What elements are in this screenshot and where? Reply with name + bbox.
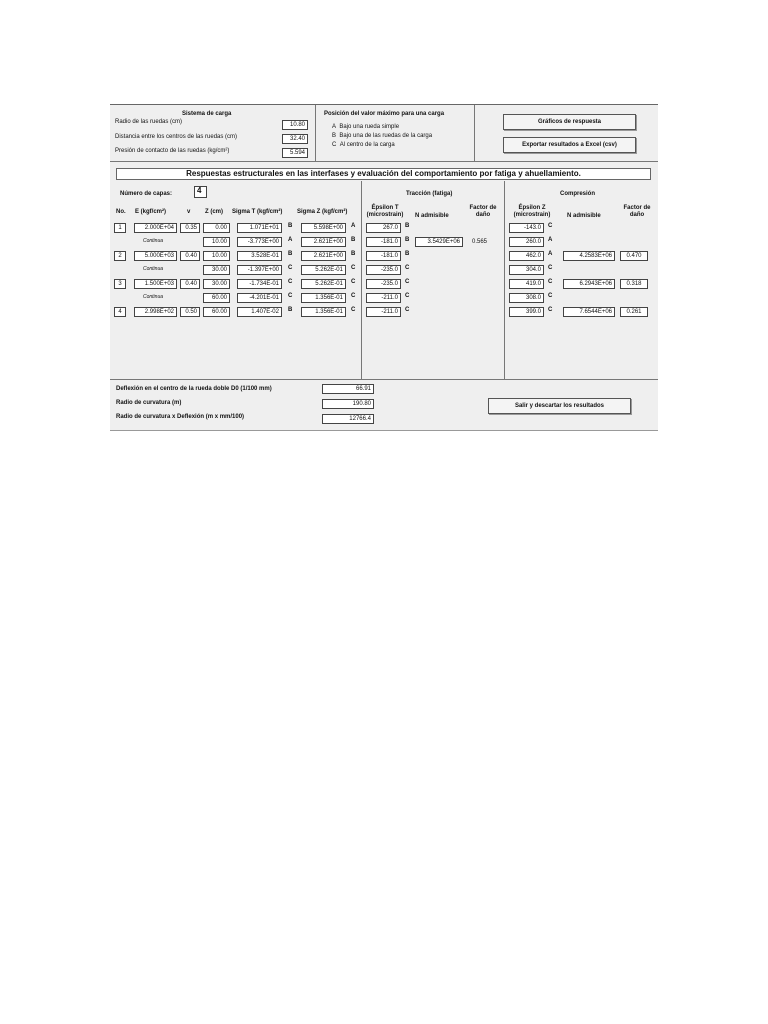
layer-no[interactable]: 4 — [114, 307, 126, 317]
sigma-z-position: C — [351, 279, 356, 285]
modulus-field[interactable]: 1.500E+03 — [134, 279, 177, 289]
sigma-z-field[interactable]: 2.621E+00 — [301, 251, 346, 261]
col-e: E (kgf/cm²) — [135, 209, 167, 215]
n-admissible-z-field[interactable]: 7.6544E+06 — [563, 307, 615, 317]
damage-z-field[interactable]: 0.261 — [620, 307, 648, 317]
col-n-adm-z: N admisible — [567, 213, 601, 219]
table-row — [110, 222, 658, 234]
wheel-distance-label: Distancia entre los centros de las ruedas (cm) — [115, 134, 238, 140]
deflection-field[interactable]: 66.91 — [322, 384, 374, 394]
n-admissible-z-field[interactable]: 4.2583E+06 — [563, 251, 615, 261]
sigma-z-field[interactable]: 5.262E-01 — [301, 279, 346, 289]
position-b — [332, 133, 432, 139]
curvature-label: Radio de curvatura (m) — [116, 400, 182, 406]
epsilon-z-field[interactable]: 260.0 — [509, 237, 544, 247]
sigma-z-field[interactable]: 1.356E-01 — [301, 307, 346, 317]
sigma-z-field[interactable]: 2.621E+00 — [301, 237, 346, 247]
sigma-z-position: C — [351, 265, 356, 271]
epsilon-z-field[interactable]: 419.0 — [509, 279, 544, 289]
poisson-field[interactable]: 0.40 — [180, 251, 200, 261]
sigma-t-position: C — [288, 265, 293, 271]
table-row — [110, 250, 658, 262]
layers-field[interactable]: 4 — [194, 186, 207, 198]
position-c — [332, 142, 395, 148]
n-admissible-t-field[interactable]: 3.5429E+06 — [415, 237, 463, 247]
col-sigma-t: Sigma T (kgf/cm²) — [232, 209, 283, 215]
layers-label: Número de capas: — [120, 191, 173, 197]
position-c-code: C — [332, 142, 337, 148]
epsilon-z-position: A — [548, 237, 553, 243]
epsilon-t-position: C — [405, 265, 410, 271]
epsilon-t-field[interactable]: -181.0 — [366, 251, 401, 261]
sigma-z-position: B — [351, 251, 356, 257]
sigma-t-position: B — [288, 223, 293, 229]
sigma-t-position: B — [288, 307, 293, 313]
epsilon-t-field[interactable]: -181.0 — [366, 237, 401, 247]
sigma-t-field[interactable]: 3.528E-01 — [237, 251, 282, 261]
epsilon-t-position: C — [405, 293, 410, 299]
epsilon-z-position: C — [548, 293, 553, 299]
sigma-t-position: C — [288, 293, 293, 299]
epsilon-t-field[interactable]: -211.0 — [366, 293, 401, 303]
sigma-t-field[interactable]: -1.734E-01 — [237, 279, 282, 289]
continue-label: Continua — [143, 266, 164, 272]
position-b-text: Bajo una de las ruedas de la carga — [339, 133, 433, 139]
sigma-t-field[interactable]: -1.397E+00 — [237, 265, 282, 275]
traction-header: Tracción (fatiga) — [406, 191, 453, 197]
epsilon-t-field[interactable]: 267.0 — [366, 223, 401, 233]
table-row — [110, 292, 658, 304]
col-epsilon-z: Épsilon Z (microstrain) — [513, 205, 551, 218]
graphs-button[interactable]: Gráficos de respuesta — [503, 114, 636, 130]
epsilon-z-field[interactable]: 462.0 — [509, 251, 544, 261]
epsilon-t-position: C — [405, 307, 410, 313]
sigma-t-field[interactable]: 1.407E-02 — [237, 307, 282, 317]
contact-pressure-label: Presión de contacto de las ruedas (kg/cm²) — [115, 148, 230, 154]
summary-divider — [110, 379, 658, 380]
epsilon-t-position: B — [405, 251, 410, 257]
col-v: v — [187, 209, 191, 215]
epsilon-t-position: C — [405, 279, 410, 285]
n-admissible-z-field[interactable]: 6.2943E+06 — [563, 279, 615, 289]
epsilon-t-position: B — [405, 237, 410, 243]
table-row — [110, 264, 658, 276]
curvature-deflection-label: Radio de curvatura x Deflexión (m x mm/100) — [116, 414, 245, 420]
continue-label: Continua — [143, 294, 164, 300]
sigma-t-position: B — [288, 251, 293, 257]
sigma-z-position: C — [351, 307, 356, 313]
deflection-label: Deflexión en el centro de la rueda doble D0 (1/100 mm) — [116, 386, 272, 392]
sigma-t-field[interactable]: -4.201E-01 — [237, 293, 282, 303]
curvature-field[interactable]: 190.80 — [322, 399, 374, 409]
results-panel — [110, 104, 658, 431]
depth-field[interactable]: 60.00 — [203, 307, 230, 317]
epsilon-z-field[interactable]: 399.0 — [509, 307, 544, 317]
epsilon-z-position: C — [548, 279, 553, 285]
col-damage-z: Factor de daño — [623, 205, 651, 218]
export-excel-button[interactable]: Exportar resultados a Excel (csv) — [503, 137, 636, 153]
contact-pressure-field[interactable]: 5.594 — [282, 148, 308, 158]
epsilon-z-position: C — [548, 265, 553, 271]
col-damage-t: Factor de daño — [469, 205, 497, 218]
sigma-z-position: B — [351, 237, 356, 243]
depth-field[interactable]: 10.00 — [203, 237, 230, 247]
sigma-t-position: A — [288, 237, 293, 243]
epsilon-z-field[interactable]: 304.0 — [509, 265, 544, 275]
table-row — [110, 278, 658, 290]
epsilon-z-position: A — [548, 251, 553, 257]
col-n-adm-t: N admisible — [415, 213, 449, 219]
sigma-z-field[interactable]: 5.262E-01 — [301, 265, 346, 275]
sigma-z-position: A — [351, 223, 356, 229]
modulus-field[interactable]: 2.998E+02 — [134, 307, 177, 317]
epsilon-z-position: C — [548, 307, 553, 313]
table-row — [110, 236, 658, 248]
col-z: Z (cm) — [205, 209, 223, 215]
sigma-t-field[interactable]: -3.773E+00 — [237, 237, 282, 247]
wheel-radius-label: Radio de las ruedas (cm) — [115, 119, 183, 125]
depth-field[interactable]: 30.00 — [203, 279, 230, 289]
col-epsilon-t: Épsilon T (microstrain) — [366, 205, 404, 218]
wheel-radius-field[interactable]: 10.80 — [282, 120, 308, 130]
poisson-field[interactable]: 0.50 — [180, 307, 200, 317]
curvature-deflection-field[interactable]: 12766.4 — [322, 414, 374, 424]
layer-no[interactable]: 1 — [114, 223, 126, 233]
compression-header: Compresión — [560, 191, 596, 197]
continue-label: Continua — [143, 238, 164, 244]
sigma-z-field[interactable]: 5.598E+00 — [301, 223, 346, 233]
depth-field[interactable]: 60.00 — [203, 293, 230, 303]
modulus-field[interactable]: 2.000E+04 — [134, 223, 177, 233]
sigma-t-field[interactable]: 1.071E+01 — [237, 223, 282, 233]
epsilon-t-position: B — [405, 223, 410, 229]
position-c-text: Al centro de la carga — [339, 142, 395, 148]
position-a-text: Bajo una rueda simple — [339, 124, 400, 130]
depth-field[interactable]: 30.00 — [203, 265, 230, 275]
epsilon-z-field[interactable]: 308.0 — [509, 293, 544, 303]
table-row — [110, 306, 658, 318]
col-no: No. — [116, 209, 126, 215]
layer-no[interactable]: 3 — [114, 279, 126, 289]
depth-field[interactable]: 10.00 — [203, 251, 230, 261]
load-system-title: Sistema de carga — [182, 111, 232, 117]
sigma-z-position: C — [351, 293, 356, 299]
damage-z-field[interactable]: 0.318 — [620, 279, 648, 289]
max-position-title: Posición del valor máximo para una carga — [324, 111, 445, 117]
damage-t-field[interactable]: 0.565 — [471, 239, 487, 245]
damage-z-field[interactable]: 0.470 — [620, 251, 648, 261]
position-b-code: B — [332, 133, 337, 139]
top-divider — [315, 105, 316, 161]
poisson-field[interactable]: 0.40 — [180, 279, 200, 289]
epsilon-z-field[interactable]: -143.0 — [509, 223, 544, 233]
modulus-field[interactable]: 5.000E+03 — [134, 251, 177, 261]
layer-no[interactable]: 2 — [114, 251, 126, 261]
top-divider-2 — [474, 105, 475, 161]
wheel-distance-field[interactable]: 32.40 — [282, 134, 308, 144]
col-sigma-z: Sigma Z (kgf/cm²) — [297, 209, 348, 215]
poisson-field[interactable]: 0.35 — [180, 223, 200, 233]
epsilon-t-field[interactable]: -211.0 — [366, 307, 401, 317]
epsilon-t-field[interactable]: -235.0 — [366, 265, 401, 275]
exit-discard-button[interactable]: Salir y descartar los resultados — [488, 398, 631, 414]
epsilon-z-position: C — [548, 223, 553, 229]
sigma-z-field[interactable]: 1.356E-01 — [301, 293, 346, 303]
depth-field[interactable]: 0.00 — [203, 223, 230, 233]
position-a — [332, 124, 399, 130]
position-a-code: A — [332, 124, 337, 130]
epsilon-t-field[interactable]: -235.0 — [366, 279, 401, 289]
top-section-divider — [110, 161, 658, 162]
section-title: Respuestas estructurales en las interfases y evaluación del comportamiento por fatiga y ahuellamiento. — [116, 168, 651, 180]
sigma-t-position: C — [288, 279, 293, 285]
